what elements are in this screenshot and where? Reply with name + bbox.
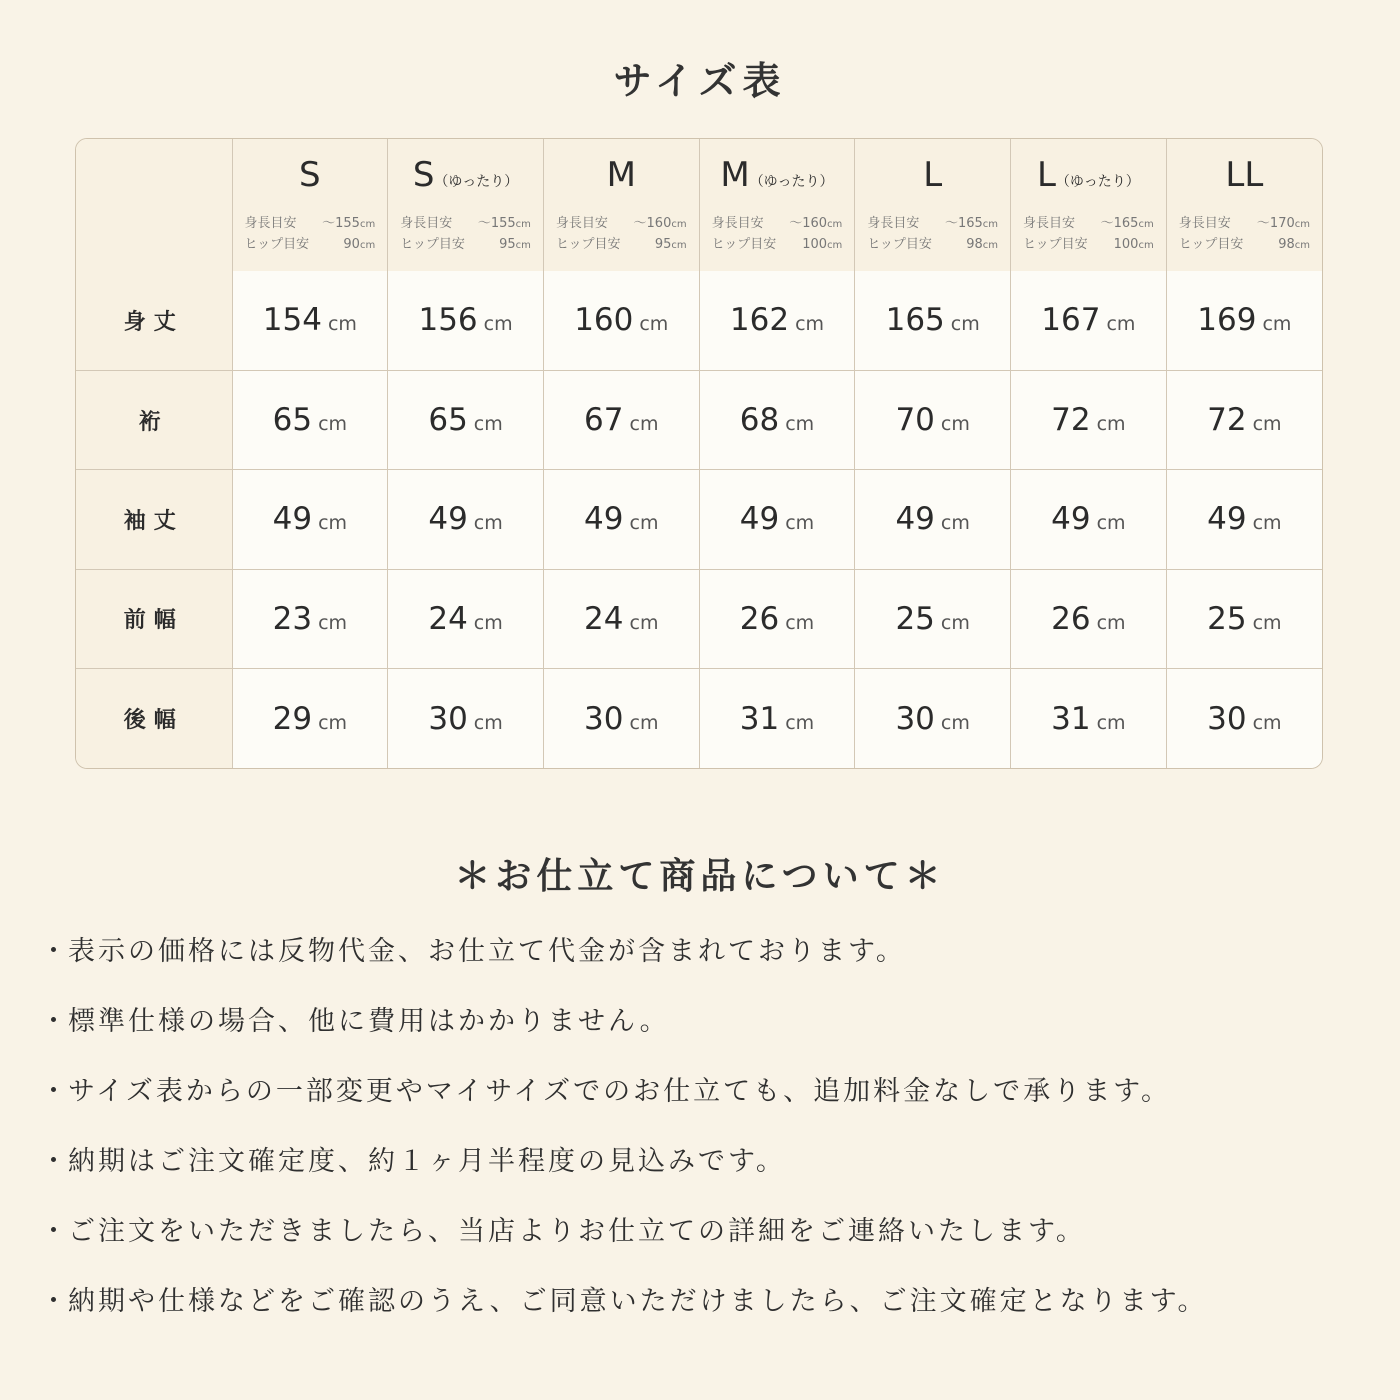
bullet-icon: ・ [40,1006,70,1037]
list-item [40,1210,1380,1280]
size-header-0 [232,139,388,271]
measurement-cell [855,470,1011,569]
measurement-cell [232,470,388,569]
unit-label: cm [940,711,970,734]
table-row [76,370,1322,469]
measurement-value: 49 [895,501,935,538]
unit-label: cm [1106,313,1136,336]
bullet-icon: ・ [40,1216,70,1247]
measurement-value: 49 [272,501,313,538]
measurement-value: 169 [1197,302,1257,339]
hip-label: ヒップ目安 [867,237,932,252]
size-header-5 [1011,139,1167,271]
height-value: ～170cm [1256,216,1310,231]
table-row [76,669,1322,768]
hip-label: ヒップ目安 [400,237,465,252]
row-label: 後幅 [76,669,232,768]
height-value: ～160cm [633,216,687,231]
measurement-value: 49 [1051,501,1091,538]
bullet-icon: ・ [40,1146,70,1177]
height-label: 身長目安 [867,216,920,231]
measurement-cell [232,569,388,668]
size-suffix: （ゆったり） [1055,174,1140,190]
measurement-cell [1011,569,1167,668]
measurement-cell [855,569,1011,668]
unit-label: cm [940,611,970,634]
size-table [75,138,1323,769]
unit-label: cm [629,512,659,535]
measurement-value: 65 [272,402,313,439]
unit-label: cm [1252,512,1282,535]
row-label: 袖丈 [76,470,232,569]
unit-label: cm [785,413,815,436]
unit-label: cm [318,512,348,535]
unit-label: cm [473,413,503,436]
unit-label: cm [629,711,659,734]
hip-label: ヒップ目安 [555,237,621,252]
unit-label: cm [1252,611,1282,634]
measurement-value: 25 [1207,600,1247,637]
measurement-value: 154 [262,302,322,339]
bullet-icon: ・ [40,936,70,967]
height-value: ～155cm [322,216,376,231]
row-label: 前幅 [76,569,232,668]
measurement-cell [855,271,1011,370]
measurement-value: 49 [739,501,780,538]
measurement-cell [543,470,699,569]
measurement-value: 24 [584,600,624,637]
size-header-row [76,139,1322,271]
size-name: L（ゆったり） [1036,155,1140,195]
unit-label: cm [318,413,348,436]
height-value: ～155cm [477,216,531,231]
page-title: サイズ表 [613,59,787,103]
measurement-value: 165 [885,302,945,339]
height-label: 身長目安 [555,216,608,231]
measurement-cell [388,569,544,668]
size-header-6 [1166,139,1322,271]
unit-label: cm [940,413,970,436]
measurement-value: 30 [584,700,624,737]
corner-cell [76,139,232,271]
unit-label: cm [629,413,659,436]
hip-value: 90cm [343,237,376,252]
unit-label: cm [629,611,659,634]
note-text: 標準仕様の場合、他に費用はかかりません。 [68,1006,670,1037]
unit-label: cm [473,711,503,734]
measurement-value: 156 [418,302,478,339]
hip-value: 100cm [802,237,843,252]
measurement-cell [388,669,544,768]
height-value: ～165cm [1100,216,1154,231]
measurement-cell [699,470,855,569]
measurement-cell [1166,370,1322,469]
measurement-value: 49 [584,501,624,538]
height-label: 身長目安 [1178,216,1231,231]
note-text: 納期や仕様などをご確認のうえ、ご同意いただけましたら、ご注文確定となります。 [68,1286,1208,1317]
hip-value: 95cm [654,237,687,252]
measurement-value: 25 [895,600,935,637]
note-text: サイズ表からの一部変更やマイサイズでのお仕立ても、追加料金なしで承ります。 [68,1076,1171,1107]
height-label: 身長目安 [711,216,764,231]
measurement-value: 72 [1207,402,1247,439]
list-item [40,1000,1380,1070]
measurement-cell [699,569,855,668]
notes-list [40,930,1380,1350]
measurement-cell [1166,669,1322,768]
measurement-cell [855,370,1011,469]
measurement-value: 167 [1041,302,1101,339]
unit-label: cm [785,711,815,734]
measurement-value: 70 [895,402,935,439]
measurement-value: 160 [574,302,634,339]
measurement-cell [543,669,699,768]
height-value: ～160cm [789,216,843,231]
size-header-1 [388,139,544,271]
measurement-cell [1166,271,1322,370]
notes-title: ＊お仕立て商品について＊ [454,856,946,897]
size-suffix: （ゆったり） [434,174,519,190]
note-text: 納期はご注文確定度、約１ヶ月半程度の見込みです。 [68,1146,786,1177]
measurement-value: 30 [895,700,935,737]
measurement-cell [1011,470,1167,569]
list-item [40,930,1380,1000]
size-header-2 [543,139,699,271]
bullet-icon: ・ [40,1076,70,1107]
hip-value: 98cm [966,237,999,252]
unit-label: cm [483,313,513,336]
unit-label: cm [1096,711,1126,734]
measurement-value: 162 [729,302,790,339]
measurement-cell [1011,370,1167,469]
measurement-value: 67 [584,402,624,439]
unit-label: cm [1096,611,1126,634]
unit-label: cm [1262,313,1292,336]
list-item [40,1280,1380,1350]
row-label: 裄 [76,370,232,469]
hip-label: ヒップ目安 [1178,237,1244,252]
height-value: ～165cm [944,216,999,231]
measurement-value: 23 [272,600,313,637]
measurement-cell [388,370,544,469]
unit-label: cm [327,313,357,336]
unit-label: cm [473,611,503,634]
unit-label: cm [318,611,348,634]
measurement-cell [388,271,544,370]
unit-label: cm [318,711,348,734]
measurement-cell [388,470,544,569]
hip-label: ヒップ目安 [711,237,777,252]
measurement-value: 49 [428,501,468,538]
measurement-value: 31 [739,700,780,737]
unit-label: cm [950,313,980,336]
measurement-cell [699,271,855,370]
note-text: ご注文をいただきましたら、当店よりお仕立ての詳細をご連絡いたします。 [68,1216,1086,1247]
measurement-cell [543,370,699,469]
unit-label: cm [1252,711,1282,734]
hip-label: ヒップ目安 [1023,237,1088,252]
measurement-value: 72 [1051,402,1091,439]
hip-label: ヒップ目安 [244,237,310,252]
measurement-cell [1011,669,1167,768]
measurement-value: 26 [739,600,780,637]
measurement-cell [855,669,1011,768]
note-text: 表示の価格には反物代金、お仕立て代金が含まれております。 [68,936,906,967]
size-suffix: （ゆったり） [749,174,834,190]
measurement-value: 68 [739,402,780,439]
table-row [76,271,1322,370]
measurement-value: 65 [428,402,468,439]
size-name: L [923,155,943,195]
measurement-value: 26 [1051,600,1091,637]
unit-label: cm [1252,413,1282,436]
size-name: S（ゆったり） [412,155,519,195]
measurement-cell [543,569,699,668]
list-item [40,1140,1380,1210]
unit-label: cm [940,512,970,535]
measurement-cell [232,669,388,768]
measurement-value: 24 [428,600,468,637]
measurement-value: 30 [1207,700,1247,737]
unit-label: cm [473,512,503,535]
size-name: LL [1225,155,1264,195]
measurement-cell [543,271,699,370]
unit-label: cm [1096,413,1126,436]
measurement-cell [699,669,855,768]
size-header-3 [699,139,855,271]
list-item [40,1070,1380,1140]
size-name: M（ゆったり） [720,155,834,195]
measurement-cell [232,271,388,370]
unit-label: cm [785,611,815,634]
measurement-cell [232,370,388,469]
size-name: S [299,155,321,195]
hip-value: 100cm [1113,237,1154,252]
hip-value: 98cm [1278,237,1310,252]
table-row [76,470,1322,569]
size-header-4 [855,139,1011,271]
hip-value: 95cm [499,237,531,252]
height-label: 身長目安 [1023,216,1076,231]
table-row [76,569,1322,668]
unit-label: cm [795,313,825,336]
measurement-value: 31 [1051,700,1091,737]
height-label: 身長目安 [400,216,453,231]
measurement-cell [699,370,855,469]
measurement-value: 30 [428,700,468,737]
unit-label: cm [1096,512,1126,535]
measurement-value: 29 [272,700,313,737]
unit-label: cm [785,512,815,535]
bullet-icon: ・ [40,1286,70,1317]
row-label: 身丈 [76,271,232,370]
measurement-cell [1166,569,1322,668]
size-name: M [606,155,636,195]
measurement-value: 49 [1207,501,1247,538]
measurement-cell [1011,271,1167,370]
measurement-cell [1166,470,1322,569]
height-label: 身長目安 [244,216,297,231]
unit-label: cm [639,313,669,336]
